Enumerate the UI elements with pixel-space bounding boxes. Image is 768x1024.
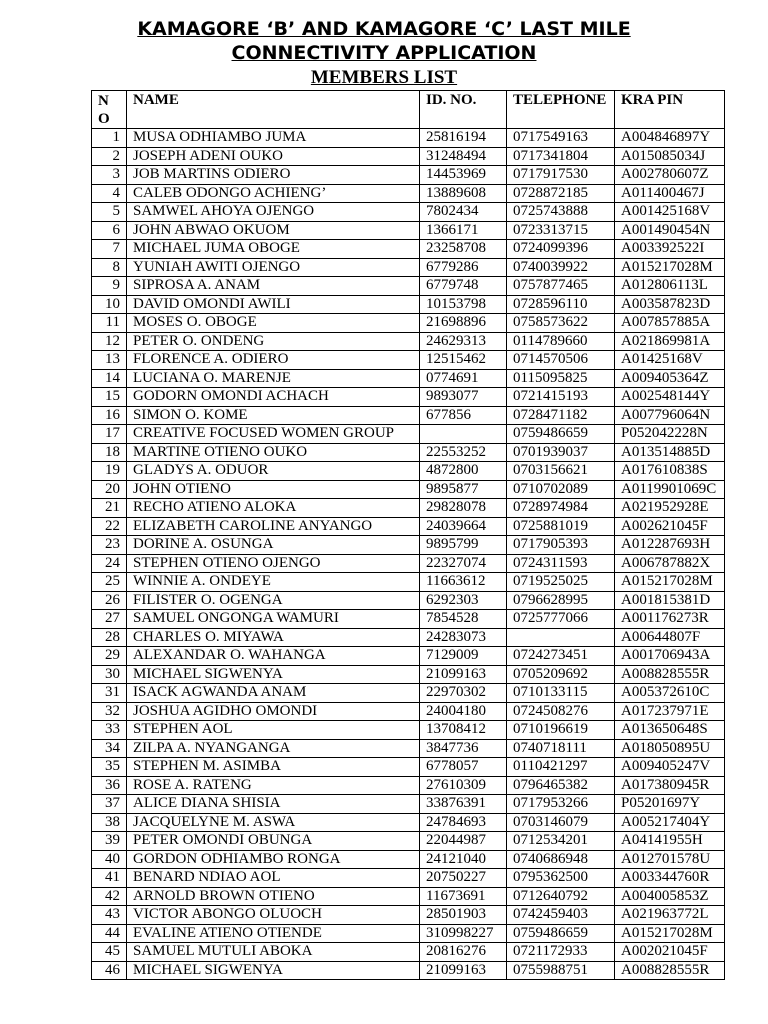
table-row bbox=[92, 554, 725, 573]
cell-telephone: 0712534201 bbox=[507, 832, 615, 851]
cell-no: 8 bbox=[92, 258, 127, 277]
cell-no: 29 bbox=[92, 647, 127, 666]
cell-id-no: 20750227 bbox=[420, 869, 507, 888]
cell-no: 12 bbox=[92, 332, 127, 351]
cell-kra-pin: A015217028M bbox=[615, 924, 725, 943]
cell-name: STEPHEN AOL bbox=[127, 721, 420, 740]
cell-kra-pin: A001490454N bbox=[615, 221, 725, 240]
cell-id-no: 3847736 bbox=[420, 739, 507, 758]
table-row bbox=[92, 943, 725, 962]
cell-no: 38 bbox=[92, 813, 127, 832]
cell-kra-pin: A021963772L bbox=[615, 906, 725, 925]
cell-kra-pin: A015085034J bbox=[615, 147, 725, 166]
members-table-body bbox=[92, 129, 725, 980]
table-row bbox=[92, 462, 725, 481]
cell-id-no: 24629313 bbox=[420, 332, 507, 351]
cell-no: 41 bbox=[92, 869, 127, 888]
table-row bbox=[92, 184, 725, 203]
table-row bbox=[92, 295, 725, 314]
cell-name: DAVID OMONDI AWILI bbox=[127, 295, 420, 314]
cell-telephone: 0796465382 bbox=[507, 776, 615, 795]
cell-kra-pin: A006787882X bbox=[615, 554, 725, 573]
cell-id-no: 1366171 bbox=[420, 221, 507, 240]
cell-no: 15 bbox=[92, 388, 127, 407]
cell-no: 18 bbox=[92, 443, 127, 462]
table-row bbox=[92, 850, 725, 869]
cell-id-no: 13889608 bbox=[420, 184, 507, 203]
table-row bbox=[92, 573, 725, 592]
cell-name: DORINE A. OSUNGA bbox=[127, 536, 420, 555]
header-telephone: TELEPHONE bbox=[507, 91, 615, 129]
cell-name: ELIZABETH CAROLINE ANYANGO bbox=[127, 517, 420, 536]
table-row bbox=[92, 388, 725, 407]
cell-no: 35 bbox=[92, 758, 127, 777]
cell-no: 6 bbox=[92, 221, 127, 240]
cell-kra-pin: A015217028M bbox=[615, 573, 725, 592]
cell-kra-pin: A002621045F bbox=[615, 517, 725, 536]
table-row bbox=[92, 887, 725, 906]
cell-no: 25 bbox=[92, 573, 127, 592]
cell-kra-pin: A008828555R bbox=[615, 665, 725, 684]
cell-kra-pin: A012701578U bbox=[615, 850, 725, 869]
table-row bbox=[92, 832, 725, 851]
cell-name: EVALINE ATIENO OTIENDE bbox=[127, 924, 420, 943]
table-row bbox=[92, 277, 725, 296]
table-row bbox=[92, 499, 725, 518]
cell-kra-pin: A018050895U bbox=[615, 739, 725, 758]
header-id-no: ID. NO. bbox=[420, 91, 507, 129]
table-row bbox=[92, 721, 725, 740]
cell-telephone: 0714570506 bbox=[507, 351, 615, 370]
table-row bbox=[92, 795, 725, 814]
cell-kra-pin: A0119901069C bbox=[615, 480, 725, 499]
cell-no: 2 bbox=[92, 147, 127, 166]
cell-no: 13 bbox=[92, 351, 127, 370]
cell-no: 46 bbox=[92, 961, 127, 980]
cell-no: 26 bbox=[92, 591, 127, 610]
cell-id-no: 6779286 bbox=[420, 258, 507, 277]
table-row bbox=[92, 610, 725, 629]
cell-id-no: 10153798 bbox=[420, 295, 507, 314]
cell-id-no: 24283073 bbox=[420, 628, 507, 647]
cell-no: 37 bbox=[92, 795, 127, 814]
table-row bbox=[92, 203, 725, 222]
cell-name: BENARD NDIAO AOL bbox=[127, 869, 420, 888]
cell-name: STEPHEN OTIENO OJENGO bbox=[127, 554, 420, 573]
cell-telephone: 0114789660 bbox=[507, 332, 615, 351]
table-row bbox=[92, 240, 725, 259]
header-name: NAME bbox=[127, 91, 420, 129]
cell-telephone: 0717905393 bbox=[507, 536, 615, 555]
cell-no: 9 bbox=[92, 277, 127, 296]
cell-telephone: 0724099396 bbox=[507, 240, 615, 259]
cell-telephone: 0712640792 bbox=[507, 887, 615, 906]
cell-no: 24 bbox=[92, 554, 127, 573]
cell-id-no: 7129009 bbox=[420, 647, 507, 666]
cell-kra-pin: A003587823D bbox=[615, 295, 725, 314]
cell-name: RECHO ATIENO ALOKA bbox=[127, 499, 420, 518]
cell-name: WINNIE A. ONDEYE bbox=[127, 573, 420, 592]
cell-no: 4 bbox=[92, 184, 127, 203]
cell-id-no: 24004180 bbox=[420, 702, 507, 721]
cell-name: JOSEPH ADENI OUKO bbox=[127, 147, 420, 166]
cell-name: ALICE DIANA SHISIA bbox=[127, 795, 420, 814]
cell-no: 23 bbox=[92, 536, 127, 555]
cell-no: 32 bbox=[92, 702, 127, 721]
cell-id-no: 6779748 bbox=[420, 277, 507, 296]
cell-name: ZILPA A. NYANGANGA bbox=[127, 739, 420, 758]
cell-name: VICTOR ABONGO OLUOCH bbox=[127, 906, 420, 925]
cell-id-no: 677856 bbox=[420, 406, 507, 425]
cell-id-no: 11673691 bbox=[420, 887, 507, 906]
cell-telephone: 0717341804 bbox=[507, 147, 615, 166]
cell-telephone: 0724508276 bbox=[507, 702, 615, 721]
cell-telephone: 0740039922 bbox=[507, 258, 615, 277]
table-row bbox=[92, 684, 725, 703]
cell-name: FLORENCE A. ODIERO bbox=[127, 351, 420, 370]
cell-name: MOSES O. OBOGE bbox=[127, 314, 420, 333]
cell-id-no: 20816276 bbox=[420, 943, 507, 962]
cell-kra-pin: A005217404Y bbox=[615, 813, 725, 832]
cell-name: MICHAEL JUMA OBOGE bbox=[127, 240, 420, 259]
cell-name: SIMON O. KOME bbox=[127, 406, 420, 425]
cell-id-no: 24039664 bbox=[420, 517, 507, 536]
table-header-row bbox=[92, 91, 725, 129]
cell-id-no: 29828078 bbox=[420, 499, 507, 518]
cell-id-no: 21698896 bbox=[420, 314, 507, 333]
cell-kra-pin: P05201697Y bbox=[615, 795, 725, 814]
table-row bbox=[92, 739, 725, 758]
cell-kra-pin: A001176273R bbox=[615, 610, 725, 629]
cell-telephone: 0759486659 bbox=[507, 924, 615, 943]
cell-telephone: 0717917530 bbox=[507, 166, 615, 185]
cell-no: 3 bbox=[92, 166, 127, 185]
cell-name: LUCIANA O. MARENJE bbox=[127, 369, 420, 388]
cell-kra-pin: A012806113L bbox=[615, 277, 725, 296]
cell-id-no: 22044987 bbox=[420, 832, 507, 851]
cell-telephone: 0723313715 bbox=[507, 221, 615, 240]
cell-no: 19 bbox=[92, 462, 127, 481]
cell-id-no bbox=[420, 425, 507, 444]
table-row bbox=[92, 647, 725, 666]
cell-kra-pin: A004846897Y bbox=[615, 129, 725, 148]
cell-no: 31 bbox=[92, 684, 127, 703]
cell-id-no: 14453969 bbox=[420, 166, 507, 185]
cell-name: CHARLES O. MIYAWA bbox=[127, 628, 420, 647]
cell-kra-pin: A007857885A bbox=[615, 314, 725, 333]
cell-name: MUSA ODHIAMBO JUMA bbox=[127, 129, 420, 148]
cell-id-no: 7854528 bbox=[420, 610, 507, 629]
cell-name: STEPHEN M. ASIMBA bbox=[127, 758, 420, 777]
table-row bbox=[92, 129, 725, 148]
cell-id-no: 0774691 bbox=[420, 369, 507, 388]
cell-kra-pin: A011400467J bbox=[615, 184, 725, 203]
cell-telephone: 0110421297 bbox=[507, 758, 615, 777]
cell-kra-pin: A007796064N bbox=[615, 406, 725, 425]
table-row bbox=[92, 406, 725, 425]
table-row bbox=[92, 351, 725, 370]
cell-id-no: 21099163 bbox=[420, 665, 507, 684]
cell-kra-pin: A008828555R bbox=[615, 961, 725, 980]
cell-kra-pin: A001706943A bbox=[615, 647, 725, 666]
table-row bbox=[92, 258, 725, 277]
cell-telephone: 0740686948 bbox=[507, 850, 615, 869]
cell-name: FILISTER O. OGENGA bbox=[127, 591, 420, 610]
cell-telephone: 0724273451 bbox=[507, 647, 615, 666]
cell-no: 39 bbox=[92, 832, 127, 851]
document-title-line-1: KAMAGORE ‘B’ AND KAMAGORE ‘C’ LAST MILE bbox=[137, 18, 631, 40]
cell-no: 30 bbox=[92, 665, 127, 684]
cell-telephone: 0740718111 bbox=[507, 739, 615, 758]
cell-kra-pin: A009405364Z bbox=[615, 369, 725, 388]
cell-no: 36 bbox=[92, 776, 127, 795]
cell-kra-pin: A002548144Y bbox=[615, 388, 725, 407]
cell-no: 34 bbox=[92, 739, 127, 758]
cell-kra-pin: A009405247V bbox=[615, 758, 725, 777]
cell-kra-pin: A021952928E bbox=[615, 499, 725, 518]
cell-id-no: 25816194 bbox=[420, 129, 507, 148]
cell-no: 11 bbox=[92, 314, 127, 333]
cell-kra-pin: A00644807F bbox=[615, 628, 725, 647]
cell-no: 43 bbox=[92, 906, 127, 925]
table-row bbox=[92, 480, 725, 499]
cell-telephone: 0758573622 bbox=[507, 314, 615, 333]
cell-name: SIPROSA A. ANAM bbox=[127, 277, 420, 296]
cell-telephone: 0115095825 bbox=[507, 369, 615, 388]
cell-id-no: 21099163 bbox=[420, 961, 507, 980]
table-row bbox=[92, 443, 725, 462]
cell-telephone: 0728471182 bbox=[507, 406, 615, 425]
table-row bbox=[92, 906, 725, 925]
cell-kra-pin: A004005853Z bbox=[615, 887, 725, 906]
cell-kra-pin: A017610838S bbox=[615, 462, 725, 481]
cell-id-no: 12515462 bbox=[420, 351, 507, 370]
cell-id-no: 6292303 bbox=[420, 591, 507, 610]
cell-name: CALEB ODONGO ACHIENG’ bbox=[127, 184, 420, 203]
cell-telephone: 0719525025 bbox=[507, 573, 615, 592]
cell-kra-pin: A01425168V bbox=[615, 351, 725, 370]
cell-id-no: 24784693 bbox=[420, 813, 507, 832]
cell-no: 27 bbox=[92, 610, 127, 629]
table-row bbox=[92, 369, 725, 388]
cell-name: JACQUELYNE M. ASWA bbox=[127, 813, 420, 832]
cell-name: YUNIAH AWITI OJENGO bbox=[127, 258, 420, 277]
cell-no: 16 bbox=[92, 406, 127, 425]
cell-id-no: 27610309 bbox=[420, 776, 507, 795]
cell-telephone: 0724311593 bbox=[507, 554, 615, 573]
cell-telephone: 0755988751 bbox=[507, 961, 615, 980]
cell-id-no: 13708412 bbox=[420, 721, 507, 740]
cell-name: MICHAEL SIGWENYA bbox=[127, 665, 420, 684]
cell-no: 45 bbox=[92, 943, 127, 962]
cell-telephone: 0742459403 bbox=[507, 906, 615, 925]
cell-telephone: 0721172933 bbox=[507, 943, 615, 962]
cell-id-no: 22553252 bbox=[420, 443, 507, 462]
table-row bbox=[92, 665, 725, 684]
table-row bbox=[92, 702, 725, 721]
cell-name: GORDON ODHIAMBO RONGA bbox=[127, 850, 420, 869]
cell-name: SAMWEL AHOYA OJENGO bbox=[127, 203, 420, 222]
cell-id-no: 24121040 bbox=[420, 850, 507, 869]
cell-name: SAMUEL ONGONGA WAMURI bbox=[127, 610, 420, 629]
cell-id-no: 6778057 bbox=[420, 758, 507, 777]
cell-id-no: 33876391 bbox=[420, 795, 507, 814]
cell-kra-pin: P052042228N bbox=[615, 425, 725, 444]
cell-no: 42 bbox=[92, 887, 127, 906]
members-table bbox=[91, 90, 725, 980]
cell-telephone: 0701939037 bbox=[507, 443, 615, 462]
cell-kra-pin: A005372610C bbox=[615, 684, 725, 703]
cell-telephone: 0759486659 bbox=[507, 425, 615, 444]
table-row bbox=[92, 147, 725, 166]
cell-no: 17 bbox=[92, 425, 127, 444]
table-row bbox=[92, 314, 725, 333]
cell-id-no: 9895799 bbox=[420, 536, 507, 555]
cell-kra-pin: A013514885D bbox=[615, 443, 725, 462]
cell-id-no: 9893077 bbox=[420, 388, 507, 407]
cell-telephone: 0703146079 bbox=[507, 813, 615, 832]
header-no: NO bbox=[92, 91, 127, 129]
cell-name: ALEXANDAR O. WAHANGA bbox=[127, 647, 420, 666]
cell-telephone: 0728974984 bbox=[507, 499, 615, 518]
table-row bbox=[92, 425, 725, 444]
cell-no: 10 bbox=[92, 295, 127, 314]
document-subtitle: MEMBERS LIST bbox=[310, 67, 458, 88]
cell-id-no: 28501903 bbox=[420, 906, 507, 925]
cell-name: JOSHUA AGIDHO OMONDI bbox=[127, 702, 420, 721]
cell-kra-pin: A002780607Z bbox=[615, 166, 725, 185]
cell-no: 21 bbox=[92, 499, 127, 518]
cell-name: ISACK AGWANDA ANAM bbox=[127, 684, 420, 703]
cell-telephone: 0717953266 bbox=[507, 795, 615, 814]
cell-no: 7 bbox=[92, 240, 127, 259]
cell-kra-pin: A013650648S bbox=[615, 721, 725, 740]
cell-name: JOB MARTINS ODIERO bbox=[127, 166, 420, 185]
cell-telephone: 0725777066 bbox=[507, 610, 615, 629]
table-row bbox=[92, 628, 725, 647]
cell-name: PETER OMONDI OBUNGA bbox=[127, 832, 420, 851]
table-row bbox=[92, 813, 725, 832]
cell-kra-pin: A021869981A bbox=[615, 332, 725, 351]
cell-name: MICHAEL SIGWENYA bbox=[127, 961, 420, 980]
cell-telephone: 0725881019 bbox=[507, 517, 615, 536]
cell-kra-pin: A003392522I bbox=[615, 240, 725, 259]
table-row bbox=[92, 332, 725, 351]
cell-id-no: 31248494 bbox=[420, 147, 507, 166]
cell-name: MARTINE OTIENO OUKO bbox=[127, 443, 420, 462]
table-row bbox=[92, 517, 725, 536]
table-row bbox=[92, 591, 725, 610]
cell-name: ROSE A. RATENG bbox=[127, 776, 420, 795]
cell-telephone bbox=[507, 628, 615, 647]
cell-kra-pin: A003344760R bbox=[615, 869, 725, 888]
table-row bbox=[92, 776, 725, 795]
cell-name: JOHN OTIENO bbox=[127, 480, 420, 499]
cell-name: JOHN ABWAO OKUOM bbox=[127, 221, 420, 240]
cell-telephone: 0717549163 bbox=[507, 129, 615, 148]
cell-no: 44 bbox=[92, 924, 127, 943]
cell-no: 14 bbox=[92, 369, 127, 388]
cell-id-no: 9895877 bbox=[420, 480, 507, 499]
table-row bbox=[92, 166, 725, 185]
table-row bbox=[92, 924, 725, 943]
cell-id-no: 22970302 bbox=[420, 684, 507, 703]
cell-name: GODORN OMONDI ACHACH bbox=[127, 388, 420, 407]
cell-name: GLADYS A. ODUOR bbox=[127, 462, 420, 481]
cell-telephone: 0725743888 bbox=[507, 203, 615, 222]
cell-telephone: 0757877465 bbox=[507, 277, 615, 296]
cell-kra-pin: A002021045F bbox=[615, 943, 725, 962]
cell-no: 22 bbox=[92, 517, 127, 536]
cell-name: ARNOLD BROWN OTIENO bbox=[127, 887, 420, 906]
cell-telephone: 0703156621 bbox=[507, 462, 615, 481]
cell-no: 20 bbox=[92, 480, 127, 499]
cell-no: 28 bbox=[92, 628, 127, 647]
cell-kra-pin: A04141955H bbox=[615, 832, 725, 851]
cell-no: 33 bbox=[92, 721, 127, 740]
cell-kra-pin: A001815381D bbox=[615, 591, 725, 610]
cell-kra-pin: A012287693H bbox=[615, 536, 725, 555]
cell-id-no: 4872800 bbox=[420, 462, 507, 481]
cell-name: PETER O. ONDENG bbox=[127, 332, 420, 351]
cell-telephone: 0728872185 bbox=[507, 184, 615, 203]
table-row bbox=[92, 869, 725, 888]
cell-telephone: 0705209692 bbox=[507, 665, 615, 684]
cell-telephone: 0721415193 bbox=[507, 388, 615, 407]
cell-name: SAMUEL MUTULI ABOKA bbox=[127, 943, 420, 962]
table-row bbox=[92, 961, 725, 980]
cell-id-no: 23258708 bbox=[420, 240, 507, 259]
cell-telephone: 0710196619 bbox=[507, 721, 615, 740]
table-row bbox=[92, 221, 725, 240]
cell-kra-pin: A017237971E bbox=[615, 702, 725, 721]
cell-no: 40 bbox=[92, 850, 127, 869]
cell-id-no: 22327074 bbox=[420, 554, 507, 573]
table-row bbox=[92, 536, 725, 555]
cell-id-no: 11663612 bbox=[420, 573, 507, 592]
cell-telephone: 0728596110 bbox=[507, 295, 615, 314]
cell-no: 5 bbox=[92, 203, 127, 222]
table-row bbox=[92, 758, 725, 777]
cell-kra-pin: A017380945R bbox=[615, 776, 725, 795]
header-kra-pin: KRA PIN bbox=[615, 91, 725, 129]
cell-telephone: 0795362500 bbox=[507, 869, 615, 888]
cell-kra-pin: A001425168V bbox=[615, 203, 725, 222]
cell-id-no: 310998227 bbox=[420, 924, 507, 943]
cell-no: 1 bbox=[92, 129, 127, 148]
cell-name: CREATIVE FOCUSED WOMEN GROUP bbox=[127, 425, 420, 444]
cell-telephone: 0796628995 bbox=[507, 591, 615, 610]
cell-telephone: 0710133115 bbox=[507, 684, 615, 703]
cell-kra-pin: A015217028M bbox=[615, 258, 725, 277]
document-title-line-2: CONNECTIVITY APPLICATION bbox=[231, 42, 537, 64]
cell-telephone: 0710702089 bbox=[507, 480, 615, 499]
cell-id-no: 7802434 bbox=[420, 203, 507, 222]
